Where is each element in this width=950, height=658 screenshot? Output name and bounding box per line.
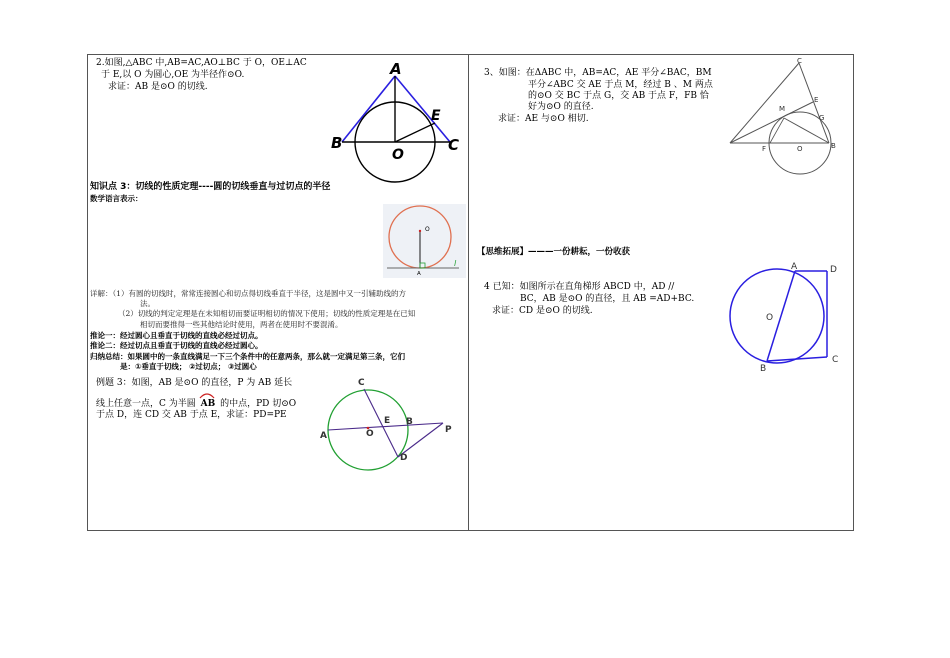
label-o: O <box>425 226 430 233</box>
corollary-1: 推论一：经过圆心且垂直于切线的直线必经过切点。 <box>90 331 263 340</box>
label-f: F <box>762 145 767 153</box>
side-ac <box>395 76 450 142</box>
problem-3-line-2: 平分∠ABC 交 AE 于点 M，经过 B 、M 两点 <box>528 80 713 90</box>
label-c: C <box>832 355 839 365</box>
corollary-2: 推论二：经过切点且垂直于切线的直线必经过圆心。 <box>90 341 263 350</box>
problem-3-line-3: 的⊙O 交 BC 于点 G，交 AB 于点 F，FB 恰 <box>528 91 709 101</box>
label-o: O <box>797 145 803 153</box>
side-ac <box>730 63 799 143</box>
label-c: C <box>358 378 365 388</box>
arc-mark <box>199 391 215 399</box>
side-bc <box>767 357 827 361</box>
problem-4-line-1: 4 已知：如图所示在直角梯形 ABCD 中，AD // <box>484 282 675 292</box>
problem-3-line-4: 好为⊙O 的直径. <box>528 102 594 112</box>
label-b: B <box>406 417 413 427</box>
note-2-line-1: （2）切线的判定定理是在未知相切而要证明相切的情况下使用；切线的性质定理是在已知 <box>118 309 416 318</box>
problem-2-figure <box>328 58 468 168</box>
problem-2-line-2: 于 E,以 O 为圆心,OE 为半径作⊙O. <box>101 70 245 80</box>
label-c: C <box>797 57 802 65</box>
label-c: C <box>448 136 460 154</box>
center-dot <box>419 230 421 232</box>
summary-line-1: 归纳总结：如果圆中的一条直线满足一下三个条件中的任意两条，那么就一定满足第三条，它们 <box>90 352 405 361</box>
label-b: B <box>831 142 836 150</box>
label-m: M <box>779 105 786 113</box>
label-g: G <box>819 114 825 122</box>
note-1-line-2: 法。 <box>140 299 155 308</box>
label-a: A <box>791 262 798 272</box>
label-p: P <box>445 425 452 435</box>
bisector-ae <box>730 102 813 143</box>
side-ab <box>342 76 395 142</box>
problem-4-prove: 求证：CD 是⊙O 的切线. <box>492 306 593 316</box>
note-1-line-1: 详解：（1）有圆的切线时，常常连接圆心和切点得切线垂直于半径，这是圆中又一引辅助线的方 <box>90 289 407 298</box>
label-a: A <box>390 60 402 78</box>
label-o: O <box>392 147 404 163</box>
tangent-pd <box>398 423 443 457</box>
label-o: O <box>366 429 374 439</box>
label-e: E <box>384 416 391 426</box>
label-l: l <box>454 259 457 268</box>
problem-4-line-2: BC，AB 是⊙O 的直径，且 AB =AD+BC. <box>520 294 695 304</box>
problem-3-prove: 求证：AE 与⊙O 相切. <box>498 114 589 124</box>
label-e: E <box>814 96 819 104</box>
example-3-line-3: 于点 D，连 CD 交 AB 于点 E，求证：PD=PE <box>96 410 287 420</box>
problem-4-figure <box>726 258 852 376</box>
label-d: D <box>830 265 837 275</box>
label-b: B <box>331 134 343 152</box>
label-e: E <box>431 108 441 124</box>
problem-3-line-1: 3、如图：在ΔABC 中，AB=AC，AE 平分∠BAC，BM <box>484 68 712 78</box>
summary-line-2: 是：①垂直于切线； ②过切点； ③过圆心 <box>120 362 257 371</box>
example-3-line-1: 例题 3：如图，AB 是⊙O 的直径，P 为 AB 延长 <box>96 378 293 388</box>
arc-ab: AB <box>199 398 218 410</box>
label-b: B <box>760 364 767 374</box>
label-a: A <box>320 431 327 441</box>
column-divider <box>468 54 469 531</box>
label-d: D <box>400 453 408 463</box>
problem-2-line-1: 2.如图,△ABC 中,AB=AC,AO⊥BC 于 O，OE⊥AC <box>96 58 307 68</box>
note-2-line-2: 相切而要推得一些其他结论时使用，两者在使用时不要混淆。 <box>140 320 343 329</box>
problem-3-figure <box>722 54 852 179</box>
knowledge-point-3-title: 知识点 3：切线的性质定理----圆的切线垂直与过切点的半径 <box>90 182 331 192</box>
tangent-property-figure <box>383 204 466 278</box>
problem-2-prove: 求证：AB 是⊙O 的切线. <box>108 82 208 92</box>
segment-oe <box>395 123 435 142</box>
circle-o <box>730 269 824 363</box>
thinking-extension-title: 【思维拓展】———一份耕耘，一份收获 <box>477 247 631 257</box>
math-language-label: 数学语言表示： <box>90 194 143 203</box>
example-3-figure <box>318 377 468 472</box>
label-o: O <box>766 313 774 323</box>
label-a: A <box>417 271 421 277</box>
example-3-line-2: 线上任意一点，C 为半圆 AB 的中点，PD 切⊙O <box>96 398 296 410</box>
